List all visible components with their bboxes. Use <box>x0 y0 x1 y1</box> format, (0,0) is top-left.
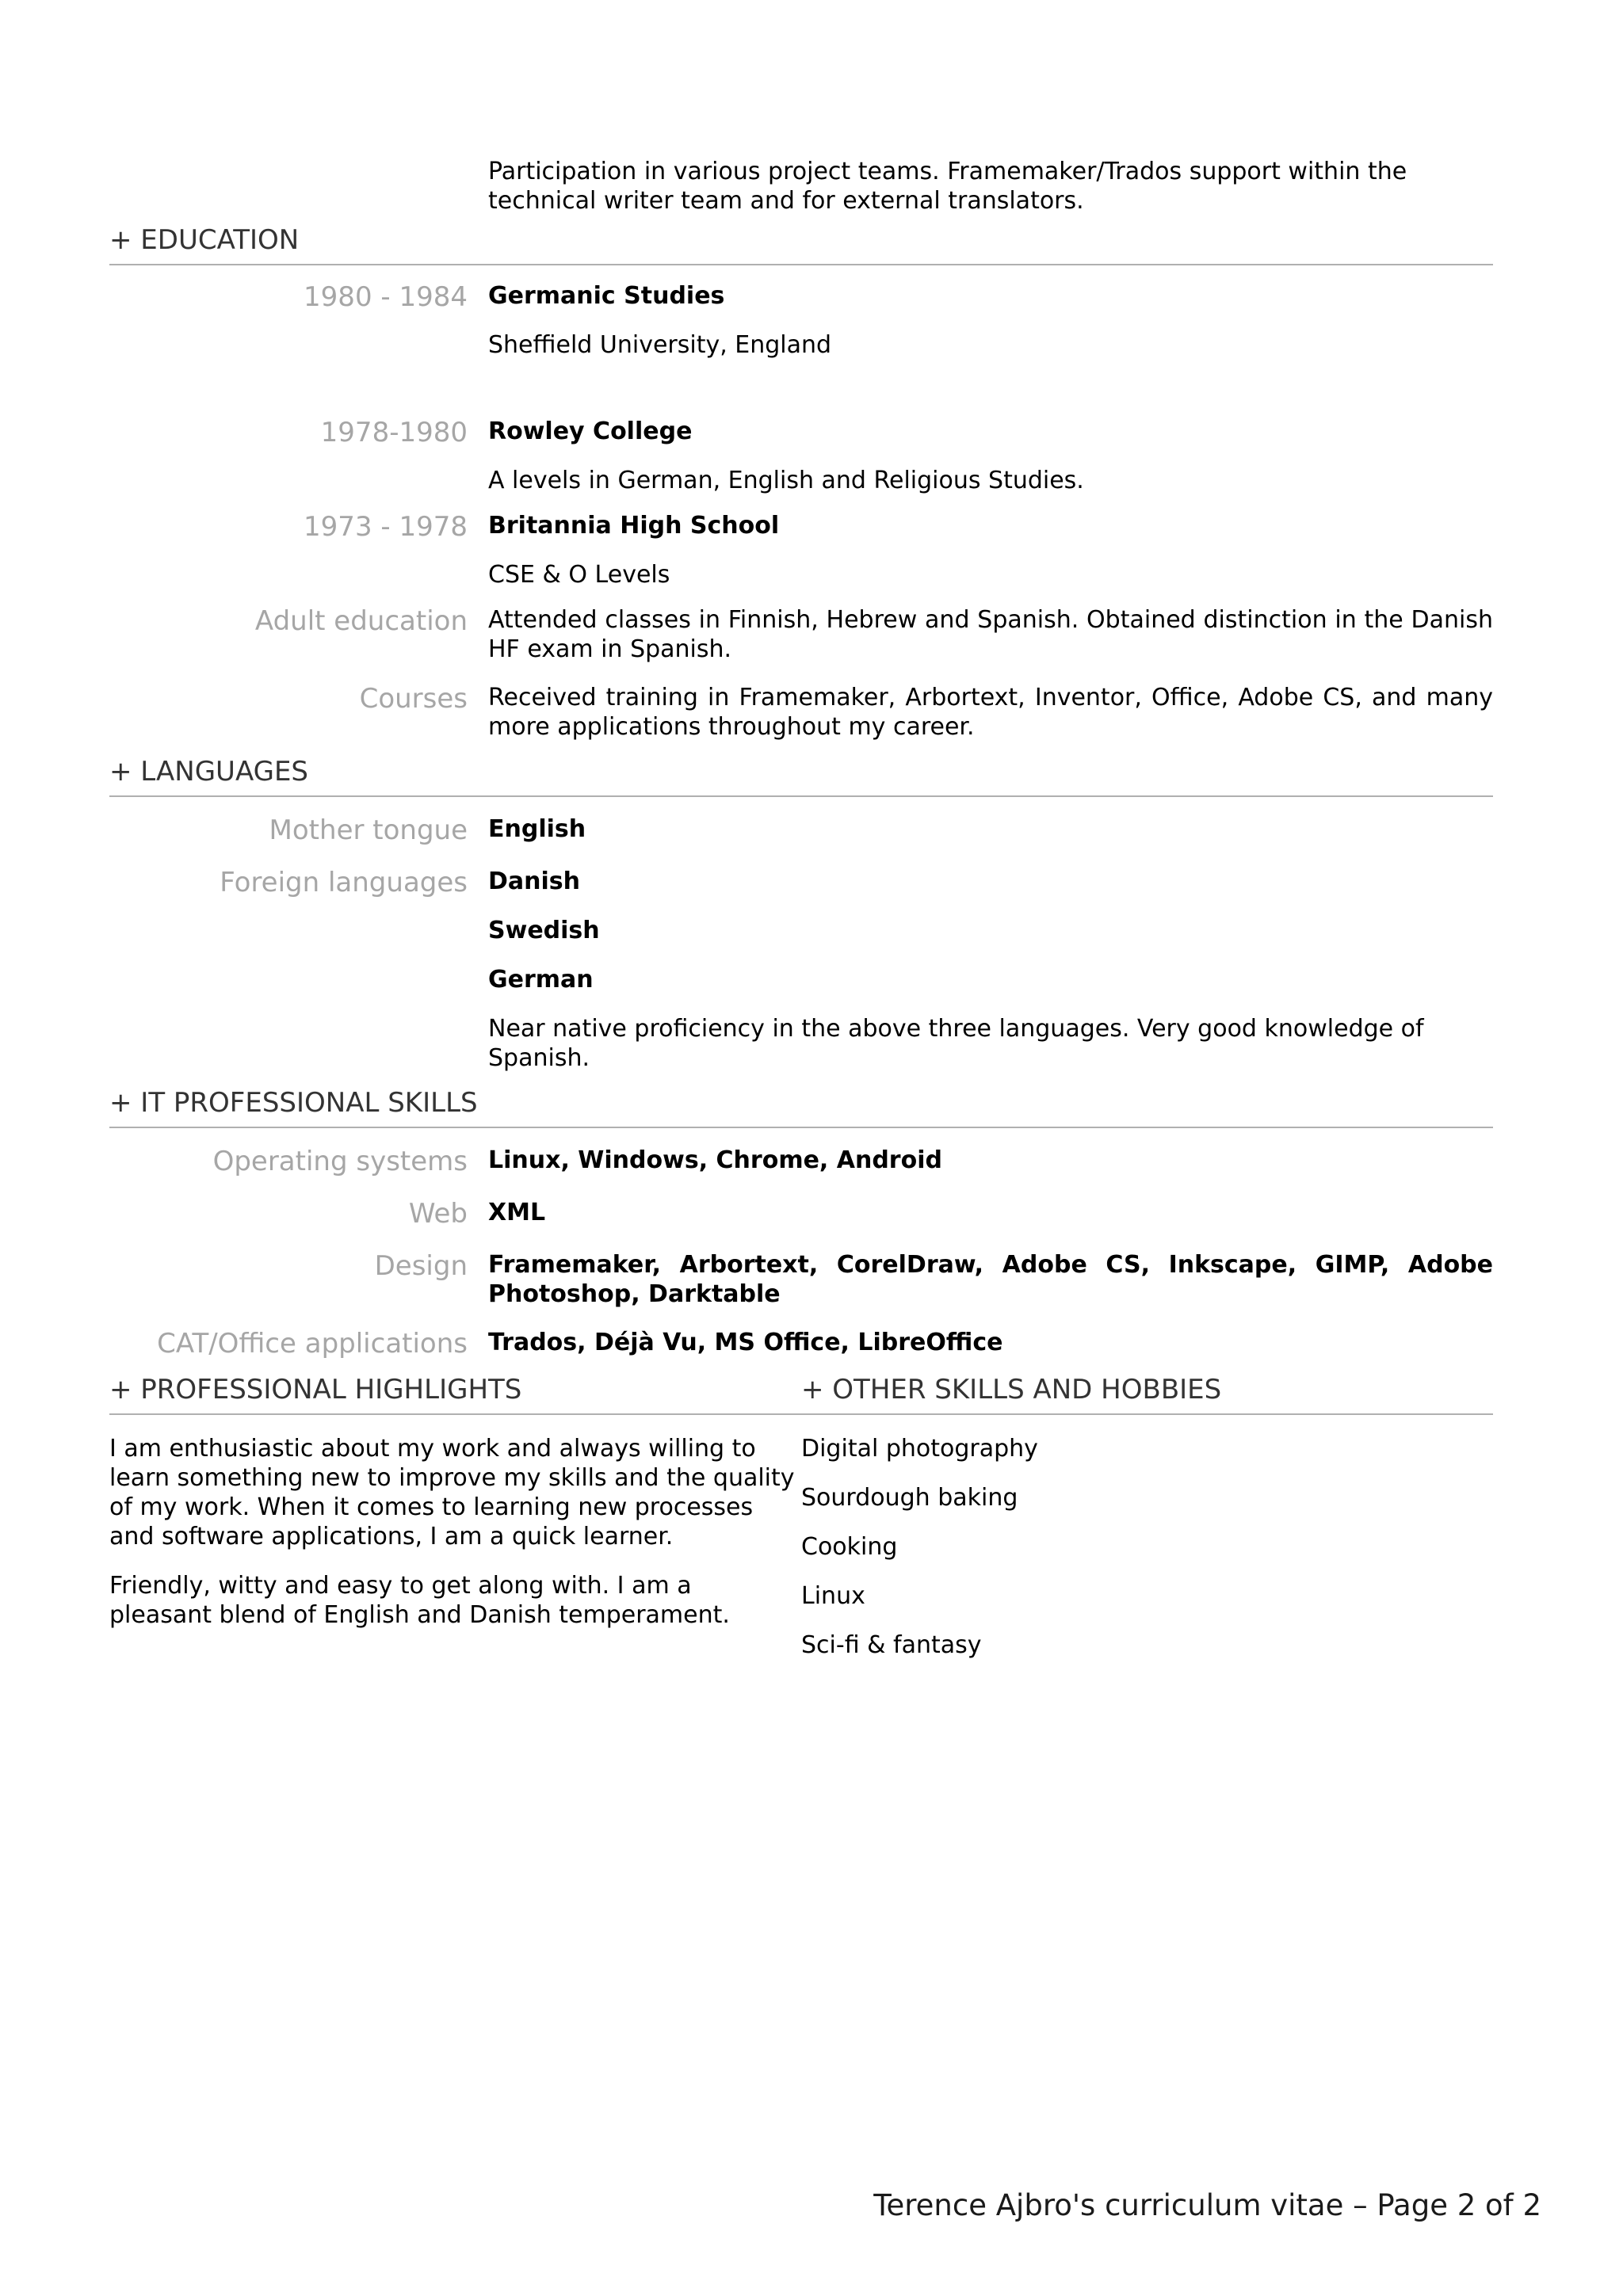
education-heading: + EDUCATION <box>109 224 1493 265</box>
education-text: Attended classes in Finnish, Hebrew and Spanish. Obtained distinction in the Danish HF exam in Spanish. <box>488 606 1493 663</box>
education-entry <box>109 281 1493 360</box>
cv-page <box>109 0 1493 1660</box>
education-date: 1980 - 1984 <box>304 281 468 313</box>
it-skill-value: Framemaker, Arbortext, CorelDraw, Adobe CS, Inkscape, GIMP, Adobe Photoshop, Darktable <box>488 1251 1493 1308</box>
hobby-item: Cooking <box>801 1533 898 1561</box>
education-detail: CSE & O Levels <box>488 561 670 589</box>
education-title: Rowley College <box>488 418 693 445</box>
it-skill-label: Web <box>408 1198 468 1230</box>
it-skill-row <box>109 1250 1493 1309</box>
education-label: Adult education <box>254 605 468 637</box>
it-skill-row <box>109 1146 1493 1177</box>
it-skill-label: Design <box>374 1250 468 1282</box>
education-label: Courses <box>359 683 468 715</box>
education-entry <box>109 605 1493 664</box>
language-item: Swedish <box>488 917 600 944</box>
foreign-languages-list <box>488 867 1493 1073</box>
education-body <box>488 281 1493 360</box>
hobby-item: Digital photography <box>801 1435 1038 1463</box>
hobby-item: Sourdough baking <box>801 1484 1018 1512</box>
education-body <box>488 511 1493 589</box>
highlights-paragraph: I am enthusiastic about my work and always willing to learn something new to improve my skills and the quality of my work. When it comes to learning new processes and software applications, I am a quick learner. <box>109 1435 795 1550</box>
education-entry <box>109 683 1493 742</box>
hobby-item: Sci-fi & fantasy <box>801 1631 982 1659</box>
highlights-heading: + PROFESSIONAL HIGHLIGHTS <box>109 1374 801 1415</box>
education-title: Germanic Studies <box>488 282 725 310</box>
highlights-paragraph: Friendly, witty and easy to get along with. I am a pleasant blend of English and Danish temperament. <box>109 1572 730 1629</box>
language-note: Near native proficiency in the above three languages. Very good knowledge of Spanish. <box>488 1015 1424 1072</box>
page-footer: Terence Ajbro's curriculum vitae – Page 2 of 2 <box>873 2188 1541 2222</box>
it-skill-value: XML <box>488 1199 546 1226</box>
hobbies-heading: + OTHER SKILLS AND HOBBIES <box>801 1374 1493 1415</box>
it-skill-row <box>109 1328 1493 1360</box>
intro-paragraph: Participation in various project teams. Framemaker/Trados support within the technical writer team and for external translators. <box>488 158 1407 215</box>
it-skill-label: CAT/Office applications <box>157 1328 468 1360</box>
it-skills-heading: + IT PROFESSIONAL SKILLS <box>109 1087 1493 1128</box>
mother-tongue-value: English <box>488 815 586 843</box>
education-entry <box>109 511 1493 589</box>
mother-tongue-label: Mother tongue <box>269 814 468 846</box>
languages-heading: + LANGUAGES <box>109 756 1493 797</box>
education-text: Received training in Framemaker, Arbortext, Inventor, Office, Adobe CS, and many more applications throughout my career. <box>488 684 1493 741</box>
hobby-item: Linux <box>801 1582 865 1610</box>
education-title: Britannia High School <box>488 512 780 540</box>
education-date: 1973 - 1978 <box>304 511 468 543</box>
education-body <box>488 417 1493 495</box>
language-item: German <box>488 966 594 994</box>
it-skill-value: Linux, Windows, Chrome, Android <box>488 1146 942 1174</box>
it-skill-value: Trados, Déjà Vu, MS Office, LibreOffice <box>488 1329 1003 1356</box>
education-detail: A levels in German, English and Religious Studies. <box>488 467 1084 494</box>
language-item: Danish <box>488 868 581 895</box>
bottom-columns <box>109 1374 1493 1660</box>
it-skill-row <box>109 1198 1493 1230</box>
education-entry <box>109 417 1493 495</box>
foreign-languages-row <box>109 867 1493 1073</box>
it-skill-label: Operating systems <box>212 1146 468 1177</box>
foreign-languages-label: Foreign languages <box>220 867 468 898</box>
highlights-column <box>109 1374 801 1660</box>
mother-tongue-row <box>109 814 1493 846</box>
education-detail: Sheffield University, England <box>488 331 832 359</box>
education-date: 1978-1980 <box>320 417 468 448</box>
hobbies-column <box>801 1374 1493 1660</box>
